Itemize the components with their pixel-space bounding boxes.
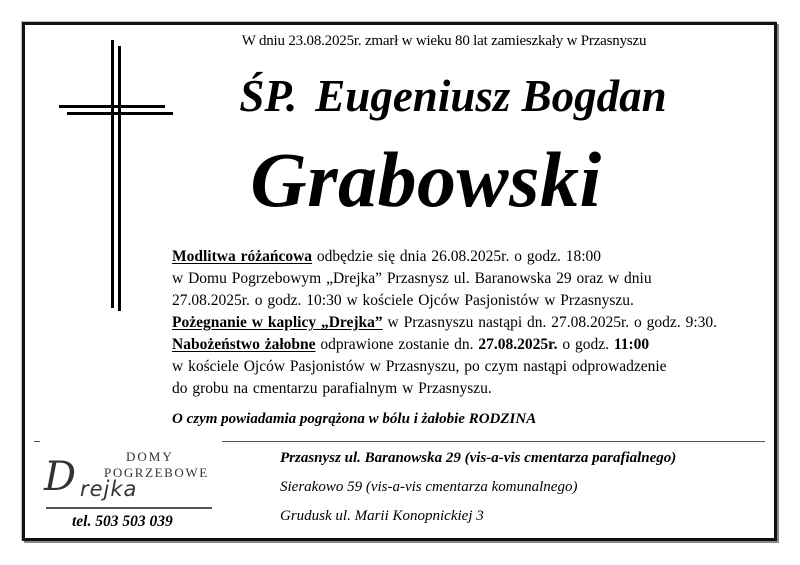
address-item: Sierakowo 59 (vis-a-vis cmentarza komunalnego): [280, 479, 578, 495]
rosary-text: odbędzie się dnia 26.08.2025r. o godz. 18:00: [312, 248, 602, 265]
deceased-surname: [0, 135, 800, 225]
funeral-text: odprawione zostanie dn.: [315, 336, 479, 353]
death-announcement-line: [0, 33, 800, 50]
logo-underline: [46, 507, 212, 509]
ceremony-details: [172, 246, 717, 400]
farewell-line: [172, 312, 717, 334]
name-heading: [239, 70, 666, 122]
title-prefix: ŚP.: [239, 71, 298, 121]
funeral-line-1: [172, 334, 717, 356]
footer-divider: [222, 441, 765, 442]
logo-line-domy: DOMY: [126, 449, 174, 464]
phone-number: tel. 503 503 039: [72, 513, 173, 530]
funeral-text: o godz.: [557, 336, 614, 353]
funeral-time: 11:00: [613, 336, 650, 353]
funeral-line-2: w kościele Ojców Pasjonistów w Przasnyszu, po czym nastąpi odprowadzenie: [172, 358, 667, 375]
funeral-home-logo: [44, 449, 222, 511]
logo-line-pogrzebowe: POGRZEBOWE: [104, 465, 209, 480]
logo-name: rejka: [80, 477, 138, 501]
funeral-label: Nabożeństwo żałobne: [172, 336, 316, 353]
logo-initial-icon: D: [44, 454, 77, 500]
first-names: Eugeniusz Bogdan: [315, 71, 667, 121]
funeral-date: 27.08.2025r.: [478, 336, 558, 353]
funeral-line-3: do grobu na cmentarzu parafialnym w Przasnyszu.: [172, 380, 492, 397]
intro-text: W dniu 23.08.2025r. zmarł w wieku 80 lat zamieszkały w Przasnyszu: [241, 33, 647, 49]
farewell-label: Pożegnanie w kaplicy „Drejka”: [172, 314, 383, 331]
rosary-line-2: w Domu Pogrzebowym „Drejka” Przasnysz ul. Baranowska 29 oraz w dniu: [172, 270, 652, 287]
address-item: Przasnysz ul. Baranowska 29 (vis-a-vis cmentarza parafialnego): [280, 450, 677, 466]
rosary-line-3: 27.08.2025r. o godz. 10:30 w kościele Ojców Pasjonistów w Przasnyszu.: [172, 292, 634, 309]
divider-dash: [34, 441, 40, 442]
deceased-first-names: [0, 70, 800, 122]
rosary-label: Modlitwa różańcowa: [172, 248, 313, 265]
rosary-line-1: [172, 246, 717, 268]
address-item: Grudusk ul. Marii Konopnickiej 3: [280, 508, 484, 524]
farewell-text: w Przasnyszu nastąpi dn. 27.08.2025r. o godz. 9:30.: [382, 314, 717, 331]
surname-text: Grabowski: [250, 136, 602, 223]
family-closing-line: O czym powiadamia pogrążona w bólu i żałobie RODZINA: [172, 411, 537, 427]
